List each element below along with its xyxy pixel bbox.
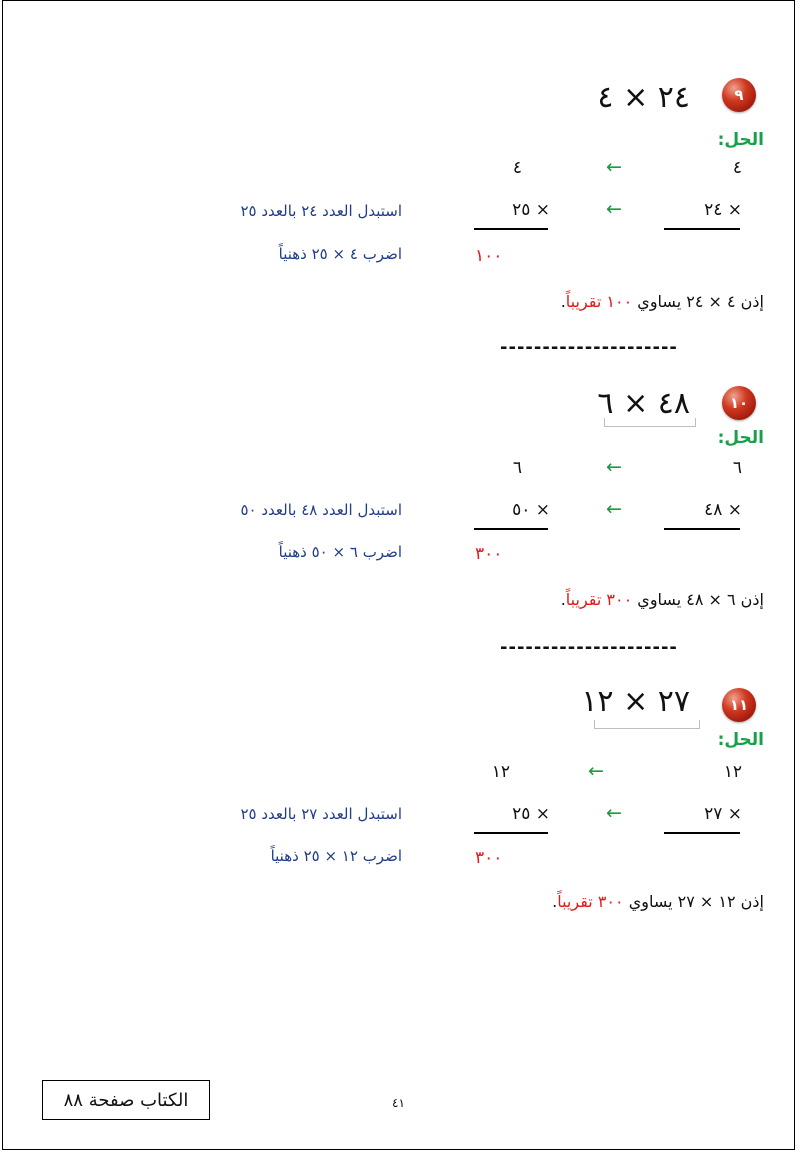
conclusion-value: ٣٠٠ تقريباً (557, 892, 624, 911)
sum-line (474, 228, 548, 230)
problem-number-badge: ١٠ (722, 386, 756, 420)
book-page-reference: الكتاب صفحة ٨٨ (42, 1080, 210, 1120)
note-replace: استبدل العدد ٢٤ بالعدد ٢٥ (240, 202, 402, 220)
arrow-icon: ← (606, 498, 622, 520)
conclusion (561, 590, 764, 609)
result-value: ٣٠٠ (475, 544, 503, 564)
sum-line (664, 832, 740, 834)
bottom-number-rounded: × ٥٠ (512, 500, 550, 520)
problem-title: ٢٧ × ١٢ (581, 684, 690, 719)
note-multiply: اضرب ٦ × ٥٠ ذهنياً (278, 543, 402, 561)
sum-line (474, 832, 548, 834)
conclusion-prefix: إذن ٦ × ٤٨ يساوي (637, 590, 764, 609)
sum-line (474, 528, 548, 530)
top-number-rounded: ٦ (512, 458, 522, 478)
bottom-number-rounded: × ٢٥ (512, 200, 550, 220)
arrow-icon: ← (606, 802, 622, 824)
top-number-original: ٦ (732, 458, 742, 478)
conclusion (552, 892, 764, 911)
section-separator: --------------------- (500, 337, 678, 358)
sum-line (664, 228, 740, 230)
note-replace: استبدل العدد ٢٧ بالعدد ٢٥ (240, 805, 402, 823)
problem-title: ٤٨ × ٦ (597, 386, 690, 421)
top-number-original: ١٢ (723, 762, 742, 782)
problem-title: ٢٤ × ٤ (597, 80, 690, 115)
conclusion-value: ٣٠٠ تقريباً (565, 590, 633, 609)
solution-label: الحل: (717, 730, 764, 750)
top-number-rounded: ٤ (512, 158, 522, 178)
title-bracket (594, 720, 700, 729)
page-border (2, 0, 795, 1150)
conclusion-end: . (560, 292, 566, 311)
solution-label: الحل: (717, 130, 764, 150)
note-replace: استبدل العدد ٤٨ بالعدد ٥٠ (240, 501, 402, 519)
top-number-rounded: ١٢ (491, 762, 510, 782)
bottom-number-original: × ٢٧ (704, 804, 742, 824)
solution-label: الحل: (717, 428, 764, 448)
result-value: ٣٠٠ (475, 848, 503, 868)
page-number: ٤١ (392, 1096, 405, 1110)
conclusion (561, 292, 764, 311)
note-multiply: اضرب ١٢ × ٢٥ ذهنياً (270, 847, 402, 865)
section-separator: --------------------- (500, 637, 678, 658)
bottom-number-original: × ٢٤ (704, 200, 742, 220)
conclusion-prefix: إذن ١٢ × ٢٧ يساوي (628, 892, 764, 911)
arrow-icon: ← (606, 156, 622, 178)
bottom-number-rounded: × ٢٥ (512, 804, 550, 824)
conclusion-prefix: إذن ٤ × ٢٤ يساوي (637, 292, 764, 311)
title-bracket (604, 418, 696, 427)
arrow-icon: ← (606, 456, 622, 478)
bottom-number-original: × ٤٨ (704, 500, 742, 520)
conclusion-end: . (560, 590, 566, 609)
note-multiply: اضرب ٤ × ٢٥ ذهنياً (278, 245, 402, 263)
conclusion-end: . (552, 892, 558, 911)
result-value: ١٠٠ (475, 246, 503, 266)
conclusion-value: ١٠٠ تقريباً (565, 292, 633, 311)
problem-number-badge: ١١ (722, 688, 756, 722)
arrow-icon: ← (606, 198, 622, 220)
sum-line (664, 528, 740, 530)
arrow-icon: ← (588, 760, 604, 782)
top-number-original: ٤ (732, 158, 742, 178)
problem-number-badge: ٩ (722, 78, 756, 112)
